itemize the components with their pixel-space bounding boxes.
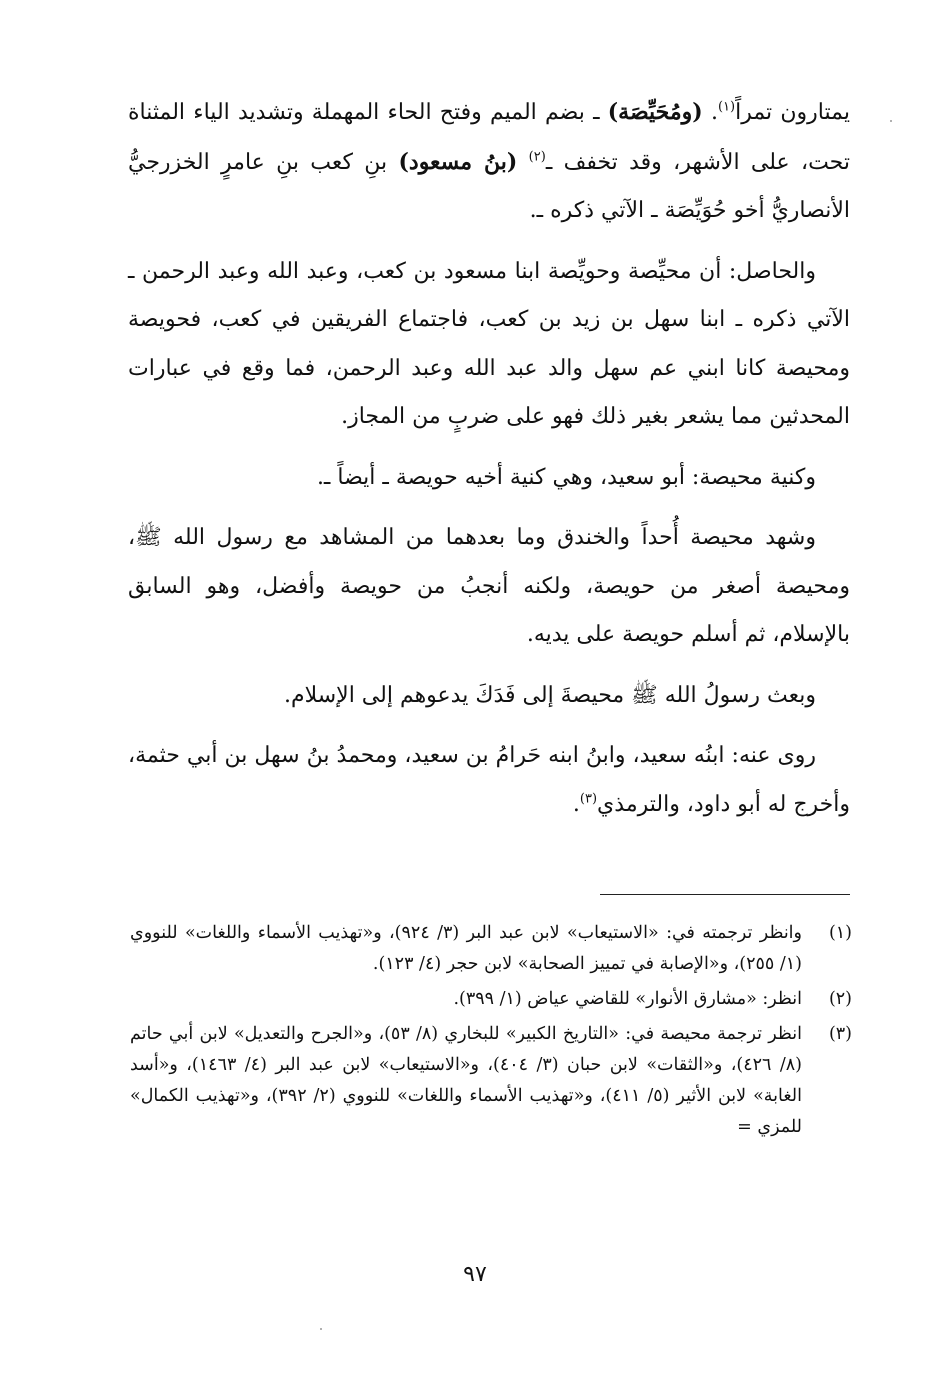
footnote-number: (١) <box>828 923 852 943</box>
bold-term: (بنُ مسعود) <box>398 148 518 175</box>
body-paragraph <box>128 672 850 721</box>
text-segment: . <box>572 791 580 817</box>
body-paragraph <box>128 732 850 829</box>
text-segment: . <box>702 100 718 125</box>
footnote-reference: (٣) <box>579 791 598 807</box>
text-segment: وبعث رسولُ الله ﷺ محيصةَ إلى فَدَكَ يدعوهم إلى الإسلام. <box>283 682 816 708</box>
footnotes-section <box>130 918 852 1147</box>
footnote-text: انظر: «مشارق الأنوار» للقاضي عياض (١/ ٣٩٩). <box>453 989 802 1009</box>
scan-speck <box>320 1328 322 1330</box>
text-segment: يمتارون تمراً <box>735 100 850 125</box>
text-segment: والحاصل: أن محيِّصة وحويِّصة ابنا مسعود بن كعب، وعبد الله وعبد الرحمن ـ الآتي ذكره ـ ابنا سهل بن زيد بن كعب، فاجتماع الفريقين في كعب، فحويصة ومحيصة كانا ابني عم سهل والد عبد الله وعبد الرحمن، فما وقع في عبارات المحدثين مما يشعر بغير ذلك فهو على ضربٍ من المجاز. <box>128 258 850 429</box>
footnote-number: (٢) <box>828 989 852 1009</box>
body-paragraph <box>128 248 850 442</box>
page-number: ٩٧ <box>463 1262 487 1287</box>
footnote-item <box>130 918 852 980</box>
footnote-text: وانظر ترجمته في: «الاستيعاب» لابن عبد البر (٣/ ٩٢٤)، و«تهذيب الأسماء واللغات» للنووي (١/ ٢٥٥)، و«الإصابة في تمييز الصحابة» لابن حجر (٤/ ١٢٣). <box>130 923 802 974</box>
main-body-text <box>128 88 850 841</box>
text-segment: ـ بضم الميم وفتح الحاء المهملة وتشديد الياء المثناة تحت، على الأشهر، وقد تخفف ـ <box>128 100 850 175</box>
body-paragraph <box>128 88 850 236</box>
body-paragraph <box>128 454 850 503</box>
footnote-reference: (٢) <box>528 149 546 165</box>
bold-term: (ومُحَيِّصَة) <box>607 99 703 125</box>
footnote-number: (٣) <box>828 1024 852 1044</box>
footnote-separator <box>600 894 850 895</box>
text-segment <box>517 150 528 175</box>
text-segment: وكنية محيصة: أبو سعيد، وهي كنية أخيه حويصة ـ أيضاً ـ. <box>316 464 816 490</box>
footnote-reference: (١) <box>717 99 736 115</box>
text-segment: وشهد محيصة أُحداً والخندق وما بعدهما من المشاهد مع رسول الله ﷺ، ومحيصة أصغر من حويصة، ولكنه أنجبُ من حويصة وأفضل، وهو السابق بالإسلام، ثم أسلم حويصة على يديه. <box>128 525 850 647</box>
footnote-text: انظر ترجمة محيصة في: «التاريخ الكبير» للبخاري (٨/ ٥٣)، و«الجرح والتعديل» لابن أبي حاتم (٨/ ٤٢٦)، و«الثقات» لابن حبان (٣/ ٤٠٤)، و«الاستيعاب» لابن عبد البر (٤/ ١٤٦٣)، و«أسد الغابة» لابن الأثير (٥/ ٤١١)، و«تهذيب الأسماء واللغات» للنووي (٢/ ٣٩٢)، و«تهذيب الكمال» للمزي = <box>130 1024 803 1137</box>
scan-speck <box>890 120 892 122</box>
footnote-item <box>130 984 852 1015</box>
text-segment: بنِ كعب بنِ عامرٍ الخزرجيُّ الأنصاريُّ أخو حُوَيِّصَة ـ الآتي ذكره ـ. <box>128 149 850 223</box>
text-segment: روى عنه: ابنُه سعيد، وابنُ ابنه حَرامُ بن سعيد، ومحمدُ بنُ سهل بن أبي حثمة، وأخرج له أبو داود، والترمذي <box>128 743 850 817</box>
footnote-item <box>130 1019 852 1143</box>
body-paragraph <box>128 514 850 660</box>
